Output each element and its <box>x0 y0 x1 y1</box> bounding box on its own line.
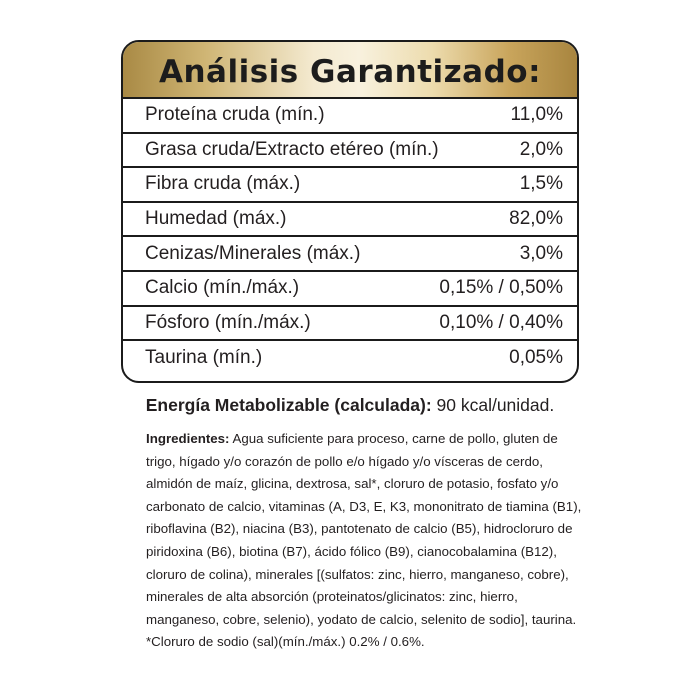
energy-label: Energía Metabolizable (calculada): <box>145 395 432 415</box>
analysis-row-value: 3,0% <box>519 242 563 264</box>
ingredients-line: trigo, hígado y/o corazón de pollo e/o hígado y/o vísceras de cerdo, <box>146 453 543 469</box>
analysis-row-value: 1,5% <box>519 173 563 195</box>
ingredients-line: manganeso, cobre, selenio), yodato de calcio, selenito de sodio], taurina. <box>146 611 577 627</box>
analysis-row-fat <box>123 134 577 169</box>
analysis-row-taurine <box>123 341 577 376</box>
analysis-row-protein <box>123 99 577 134</box>
analysis-row-value: 11,0% <box>510 104 563 126</box>
analysis-row-label: Humedad (máx.) <box>145 208 287 230</box>
analysis-row-calcium <box>123 272 577 307</box>
analysis-row-value: 82,0% <box>509 208 563 230</box>
analysis-row-label: Fósforo (mín./máx.) <box>145 311 311 333</box>
metabolizable-energy <box>0 395 700 416</box>
analysis-row-ash <box>123 237 577 272</box>
ingredients-line: cloruro de colina), minerales [(sulfatos: zinc, hierro, manganeso, cobre), <box>146 566 569 582</box>
analysis-row-value: 0,15% / 0,50% <box>439 277 563 299</box>
ingredients-line: almidón de maíz, glicina, dextrosa, sal*, cloruro de potasio, fosfato y/o <box>146 476 559 492</box>
ingredients-line: carbonato de calcio, vitaminas (A, D3, E, K3, mononitrato de tiamina (B1), <box>146 498 582 514</box>
analysis-row-label: Grasa cruda/Extracto etéreo (mín.) <box>145 138 439 160</box>
analysis-row-value: 0,10% / 0,40% <box>439 311 563 333</box>
ingredients-text: Agua suficiente para proceso, carne de pollo, gluten de <box>229 431 558 446</box>
analysis-row-phosphorus <box>123 307 577 342</box>
analysis-row-moisture <box>123 203 577 238</box>
analysis-row-fiber <box>123 168 577 203</box>
analysis-row-label: Proteína cruda (mín.) <box>145 104 325 126</box>
ingredients-line: piridoxina (B6), biotina (B7), ácido fólico (B9), cianocobalamina (B12), <box>146 543 557 559</box>
analysis-table <box>123 99 577 376</box>
analysis-title: Análisis Garantizado: <box>159 53 541 90</box>
guaranteed-analysis-panel <box>121 40 579 383</box>
analysis-row-label: Taurina (mín.) <box>145 347 263 369</box>
analysis-header <box>123 42 577 99</box>
sodium-chloride-note: *Cloruro de sodio (sal)(mín./máx.) 0.2% / 0.6%. <box>146 634 425 650</box>
ingredients-block <box>146 428 582 654</box>
ingredients-line: riboflavina (B2), niacina (B3), pantotenato de calcio (B5), hidrocloruro de <box>146 521 573 537</box>
analysis-row-label: Cenizas/Minerales (máx.) <box>145 242 361 264</box>
ingredients-line <box>146 428 566 451</box>
analysis-row-label: Fibra cruda (máx.) <box>145 173 301 195</box>
analysis-row-label: Calcio (mín./máx.) <box>145 277 300 299</box>
analysis-row-value: 0,05% <box>509 347 563 369</box>
ingredients-label: Ingredientes: <box>146 431 230 446</box>
ingredients-line: minerales de alta absorción (proteinatos/glicinatos: zinc, hierro, <box>146 589 518 605</box>
energy-value: 90 kcal/unidad. <box>431 395 555 415</box>
analysis-row-value: 2,0% <box>519 138 563 160</box>
